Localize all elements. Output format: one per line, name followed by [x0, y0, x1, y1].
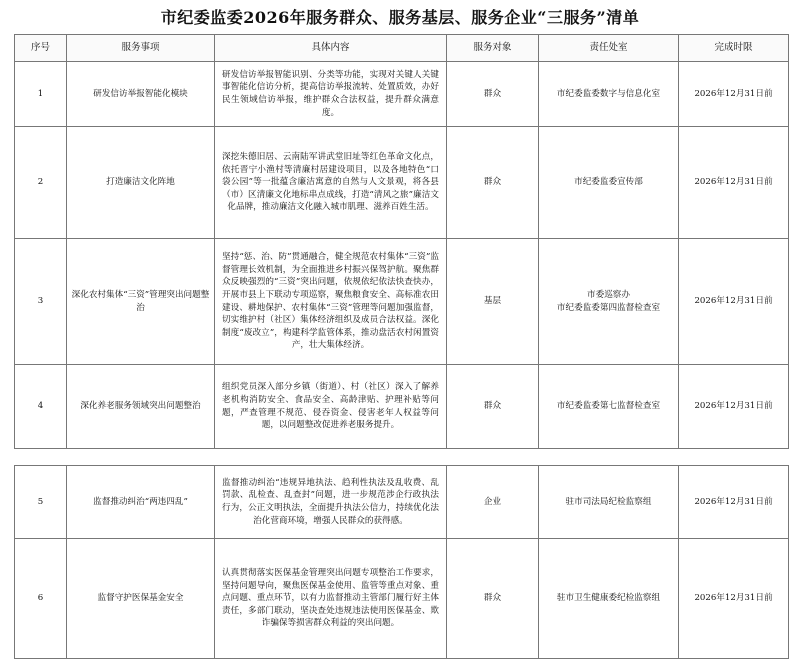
- row-item: 打造廉洁文化阵地: [67, 127, 215, 239]
- header-target: 服务对象: [447, 35, 539, 62]
- row-item: 监督守护医保基金安全: [67, 539, 215, 659]
- row-deadline: 2026年12月31日前: [679, 127, 789, 239]
- row-content: 认真贯彻落实医保基金管理突出问题专项整治工作要求，坚持问题导向，聚焦医保基金使用、监管等重点对象、重点问题、重点环节，以有力监督推动主管部门履行好主体责任，多部门联动，坚决查处违规违法使用医保基金、欺诈骗保等损害群众利益的突出问题。: [215, 539, 447, 659]
- row-target: 基层: [447, 239, 539, 365]
- row-target: 群众: [447, 365, 539, 449]
- row-target: 企业: [447, 466, 539, 539]
- service-table: [14, 34, 789, 449]
- header-office: 责任处室: [539, 35, 679, 62]
- service-table-continued: [14, 465, 789, 659]
- row-office: 驻市卫生健康委纪检监察组: [539, 539, 679, 659]
- row-no: 5: [15, 466, 67, 539]
- row-deadline: 2026年12月31日前: [679, 239, 789, 365]
- table-row: [15, 466, 789, 539]
- header-content: 具体内容: [215, 35, 447, 62]
- header-item: 服务事项: [67, 35, 215, 62]
- row-target: 群众: [447, 127, 539, 239]
- row-office: 市纪委监委宣传部: [539, 127, 679, 239]
- row-no: 4: [15, 365, 67, 449]
- row-content: 研发信访举报智能识别、分类等功能，实现对关键人关键事智能化信访分析，提高信访举报流转、处置质效，办好民生领域信访举报，维护群众合法权益，提升群众满意度。: [215, 62, 447, 127]
- row-no: 3: [15, 239, 67, 365]
- row-office: 市纪委监委数字与信息化室: [539, 62, 679, 127]
- row-content: 深挖朱德旧居、云南陆军讲武堂旧址等红色革命文化点，依托晋宁小渔村等清廉村居建设项目，以及各地特色“口袋公园”等一批蕴含廉洁寓意的自然与人文景观，将各县（市）区清廉文化地标串点成线，打造“清风之旅”廉洁文化品牌，推动廉洁文化融入城市肌理、滋养百姓生活。: [215, 127, 447, 239]
- table-row: [15, 127, 789, 239]
- header-no: 序号: [15, 35, 67, 62]
- row-content: 监督推动纠治“违规异地执法、趋利性执法及乱收费、乱罚款、乱检查、乱查封”问题，进一步规范涉企行政执法行为，公正文明执法，全面提升执法公信力，持续优化法治化营商环境，增强人民群众的获得感。: [215, 466, 447, 539]
- header-deadline: 完成时限: [679, 35, 789, 62]
- row-office: 市纪委监委第七监督检查室: [539, 365, 679, 449]
- row-item: 监督推动纠治“两违四乱”: [67, 466, 215, 539]
- row-target: 群众: [447, 539, 539, 659]
- row-no: 1: [15, 62, 67, 127]
- row-no: 2: [15, 127, 67, 239]
- row-no: 6: [15, 539, 67, 659]
- row-target: 群众: [447, 62, 539, 127]
- table-header-row: [15, 35, 789, 62]
- table-row: [15, 239, 789, 365]
- row-item: 深化农村集体“三资”管理突出问题整治: [67, 239, 215, 365]
- row-item: 深化养老服务领域突出问题整治: [67, 365, 215, 449]
- row-content: 坚持“惩、治、防”贯通融合，健全规范农村集体“三资”监督管理长效机制，为全面推进乡村振兴保驾护航。聚焦群众反映强烈的“三资”突出问题，依规依纪依法快查快办，开展市县上下联动专项巡察，聚焦粮食安全、高标准农田建设、耕地保护、农村集体“三资”管理等问题加强监督，切实维护村（社区）集体经济组织及成员合法权益。深化制度“废改立”，构建科学监管体系，推动盘活农村闲置资产，壮大集体经济。: [215, 239, 447, 365]
- page-title: 市纪委监委2026年服务群众、服务基层、服务企业“三服务”清单: [160, 8, 640, 27]
- row-deadline: 2026年12月31日前: [679, 62, 789, 127]
- row-item: 研发信访举报智能化模块: [67, 62, 215, 127]
- row-office: 市委巡察办 市纪委监委第四监督检查室: [539, 239, 679, 365]
- table-row: [15, 539, 789, 659]
- table-row: [15, 62, 789, 127]
- table-row: [15, 365, 789, 449]
- row-content: 组织党员深入部分乡镇（街道）、村（社区）深入了解养老机构消防安全、食品安全、高龄津贴、护理补贴等问题，严查管理不规范、侵吞资金、侵害老年人权益等问题，以问题整改促进养老服务提升。: [215, 365, 447, 449]
- row-deadline: 2026年12月31日前: [679, 466, 789, 539]
- row-office: 驻市司法局纪检监察组: [539, 466, 679, 539]
- row-deadline: 2026年12月31日前: [679, 365, 789, 449]
- row-deadline: 2026年12月31日前: [679, 539, 789, 659]
